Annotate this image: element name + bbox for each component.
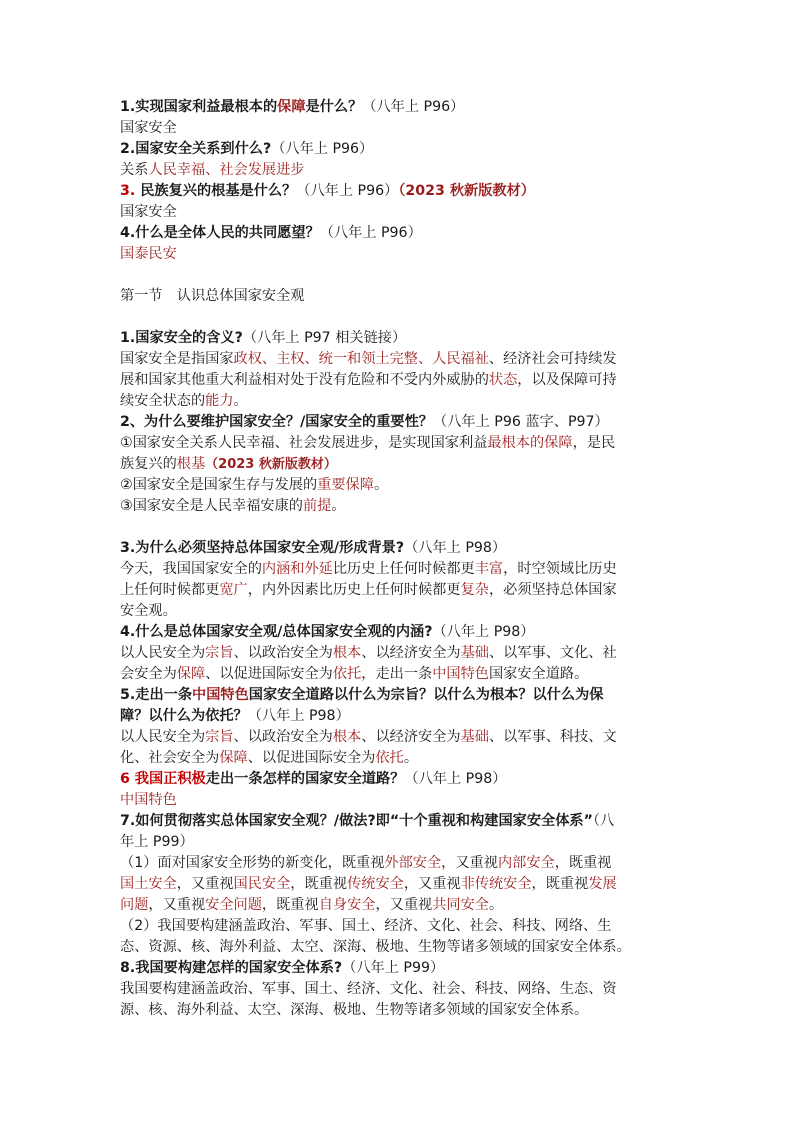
section-question-6 [120, 769, 680, 790]
source-ref: （八年上 P98） [404, 771, 507, 787]
answer-text: ②国家安全是国家生存与发展的 [120, 477, 318, 493]
question-text: 5.走出一条 [120, 687, 193, 703]
section-answer-8 [120, 979, 680, 1021]
answer-text: ，既重视 [261, 897, 319, 913]
source-ref: （八年上 P99） [342, 960, 445, 976]
section-question-1 [120, 328, 680, 349]
answer-text: 。 [373, 477, 389, 493]
answer-text: ，时空领域比历史 [503, 561, 617, 577]
answer-3: 国家安全 [120, 204, 177, 220]
section-question-2 [120, 412, 680, 433]
keyword: 安全问题 [205, 897, 262, 913]
source-ref: （八 [592, 813, 615, 829]
keyword: 自身安全 [318, 897, 376, 913]
answer-text: （2）我国要构建涵盖政治、军事、国土、经济、文化、社会、科技、网络、生 [120, 918, 612, 934]
keyword: 复杂 [460, 582, 489, 598]
answer-text: ，又重视 [148, 897, 206, 913]
answer-text: ，既重视 [531, 876, 589, 892]
keyword: 中国特色 [192, 687, 249, 703]
keyword: 共同安全 [432, 897, 489, 913]
answer-text: 安全观。 [120, 603, 177, 619]
answer-text: 续安全状态的 [120, 393, 206, 409]
answer-text: 、以经济安全为 [361, 729, 461, 745]
answer-text: ，以及保障可持 [517, 372, 617, 388]
answer-text: 、以军事、文化、社 [488, 645, 617, 661]
source-ref: （八年上 P96） [271, 141, 374, 157]
keyword: 基础 [460, 645, 489, 661]
question-4 [120, 223, 680, 244]
section-question-3 [120, 538, 680, 559]
question-text: 4.什么是总体国家安全观/总体国家安全观的内涵? [120, 624, 433, 640]
answer-text: 。 [403, 750, 419, 766]
answer-text: 我国要构建涵盖政治、军事、国土、经济、文化、社会、科技、网络、生态、资 [120, 981, 617, 997]
keyword: 保障 [176, 666, 206, 682]
answer-text: ，又重视 [176, 876, 234, 892]
source-ref: （八年上 P97 相关链接） [242, 330, 407, 346]
section-question-5 [120, 685, 680, 727]
question-text: 2.国家安全关系到什么? [120, 141, 272, 157]
answer-text: 、以促进国际安全为 [205, 666, 333, 682]
keyword: 人民幸福、社会发展进步 [148, 162, 305, 178]
answer-text: 化、社会安全为 [120, 750, 220, 766]
source-ref: 年上 P99） [120, 834, 194, 850]
answer-text: 上任何时候都更 [120, 582, 220, 598]
question-text: 1.实现国家利益最根本的 [120, 99, 278, 115]
edition-tag: （2023 秋新版教材） [398, 183, 535, 199]
spacer [120, 265, 680, 286]
keyword: 中国特色 [432, 666, 489, 682]
edition-tag: （2023 秋新版教材） [205, 457, 337, 472]
question-3 [120, 181, 680, 202]
spacer [120, 307, 680, 328]
answer-text: 今天，我国国家安全的 [120, 561, 262, 577]
keyword: 保障 [219, 750, 248, 766]
source-ref: （八年上 P98） [247, 708, 350, 724]
source-ref: （八年上 P98） [404, 540, 507, 556]
keyword: 根基 [176, 456, 206, 472]
answer-text: 比历史上任何时候都更 [332, 561, 475, 577]
answer-text: 、经济社会可持续发 [488, 351, 617, 367]
keyword: 内部安全 [497, 855, 555, 871]
keyword: 内涵和外延 [261, 561, 333, 577]
answer-text: 族复兴的 [120, 456, 177, 472]
section-answer-2 [120, 433, 680, 517]
answer-text: 、以军事、科技、文 [488, 729, 617, 745]
question-text: 障？以什么为依托？ [120, 708, 248, 724]
keyword: 能力 [205, 393, 234, 409]
source-ref: （八年上 P96） [296, 183, 399, 199]
section-title: 第一节 认识总体国家安全观 [120, 288, 305, 304]
keyword: 前提 [302, 498, 332, 514]
question-text: 民族复兴的根基是什么？ [135, 183, 297, 199]
keyword: 重要保障 [317, 477, 374, 493]
keyword: 依托 [375, 750, 404, 766]
section-answer-3 [120, 559, 680, 622]
section-answer-5 [120, 727, 680, 769]
answer-text: ，走出一条 [361, 666, 433, 682]
question-text: 是什么？ [305, 99, 363, 115]
source-ref: （八年上 P96 蓝字、P97） [433, 414, 609, 430]
answer-text: 。 [331, 498, 346, 514]
section-answer-1 [120, 349, 680, 412]
answer-text: ，又重视 [403, 876, 461, 892]
keyword: 国民安全 [233, 876, 291, 892]
answer-text: 展和国家其他重大利益相对处于没有危险和不受内外威胁的 [120, 372, 489, 388]
question-number: 3. [120, 183, 136, 199]
keyword: 最根本的保障 [487, 435, 573, 451]
answer-text: 以人民安全为 [120, 645, 206, 661]
answer-text: 态、资源、核、海外利益、太空、深海、极地、生物等诸多领域的国家安全体系。 [120, 939, 631, 955]
section-question-8 [120, 958, 680, 979]
answer-text: 、以促进国际安全为 [247, 750, 376, 766]
answer-text: ，内外因素比历史上任何时候都更 [247, 582, 461, 598]
keyword: 根本 [332, 645, 362, 661]
question-text: 走出一条怎样的国家安全道路？ [205, 771, 405, 787]
keyword: 传统安全 [347, 876, 404, 892]
question-text: 国家安全道路以什么为宗旨？以什么为根本？以什么为保 [248, 687, 604, 703]
answer-text: 以人民安全为 [120, 729, 206, 745]
answer-text: ，既重视 [290, 876, 348, 892]
answer-text: 国家安全道路。 [488, 666, 589, 682]
answer-text: ，又重视 [375, 897, 433, 913]
keyword: 外部安全 [384, 855, 442, 871]
answer-text: 。 [488, 897, 504, 913]
section-answer-4 [120, 643, 680, 685]
source-ref: （八年上 P96） [362, 99, 465, 115]
keyword: 保障 [277, 99, 306, 115]
answer-text: 、以政治安全为 [233, 645, 333, 661]
question-2 [120, 139, 680, 160]
answer-text: （1）面对国家安全形势的新变化，既重视 [120, 855, 385, 871]
question-text: 2、为什么要维护国家安全？/国家安全的重要性？ [120, 414, 433, 430]
answer-4: 国泰民安 [120, 246, 177, 262]
answer-text: 国家安全是指国家 [120, 351, 234, 367]
keyword: 政权、主权、统一和领土完整、人民福祉 [233, 351, 489, 367]
keyword: 依托 [332, 666, 362, 682]
section-answer-7 [120, 853, 680, 958]
keyword: 国土安全 [120, 876, 177, 892]
question-text: 4.什么是全体人民的共同愿望？ [120, 225, 320, 241]
keyword: 宗旨 [205, 729, 234, 745]
answer-text: ，是民 [572, 435, 616, 451]
answer-text: 、以经济安全为 [361, 645, 461, 661]
keyword: 根本 [332, 729, 362, 745]
answer-text: 。 [233, 393, 248, 409]
keyword: 宗旨 [205, 645, 234, 661]
keyword: 宽广 [219, 582, 248, 598]
question-text: 3.为什么必须坚持总体国家安全观/形成背景? [120, 540, 405, 556]
answer-1: 国家安全 [120, 120, 177, 136]
section-question-7 [120, 811, 680, 853]
keyword: 问题 [120, 897, 149, 913]
answer-2 [120, 160, 680, 181]
spacer [120, 517, 680, 538]
answer-text: 、以政治安全为 [233, 729, 333, 745]
source-ref: （八年上 P98） [432, 624, 535, 640]
document-page [120, 97, 680, 1021]
question-text: 8.我国要构建怎样的国家安全体系? [120, 960, 343, 976]
answer-text: 会安全为 [120, 666, 177, 682]
answer-text: ①国家安全关系人民幸福、社会发展进步，是实现国家利益 [120, 435, 488, 451]
question-text-emphasis: 6 我国正积极 [120, 771, 206, 787]
answer-text: ，必须坚持总体国家 [488, 582, 617, 598]
source-ref: （八年上 P96） [319, 225, 422, 241]
keyword: 丰富 [474, 561, 504, 577]
question-1 [120, 97, 680, 118]
section-question-4 [120, 622, 680, 643]
question-text: 1.国家安全的含义? [120, 330, 243, 346]
question-text: 7.如何贯彻落实总体国家安全观？/做法?即“十个重视和构建国家安全体系” [120, 813, 593, 829]
answer-text: ③国家安全是人民幸福安康的 [120, 498, 303, 514]
keyword: 状态 [488, 372, 518, 388]
keyword: 非传统安全 [460, 876, 532, 892]
keyword: 发展 [588, 876, 617, 892]
keyword: 基础 [460, 729, 489, 745]
answer-text: ，既重视 [554, 855, 612, 871]
answer-text: 关系 [120, 162, 149, 178]
section-answer-6: 中国特色 [120, 792, 177, 808]
answer-text: 源、核、海外利益、太空、深海、极地、生物等诸多领域的国家安全体系。 [120, 1002, 589, 1018]
answer-text: ，又重视 [441, 855, 498, 871]
